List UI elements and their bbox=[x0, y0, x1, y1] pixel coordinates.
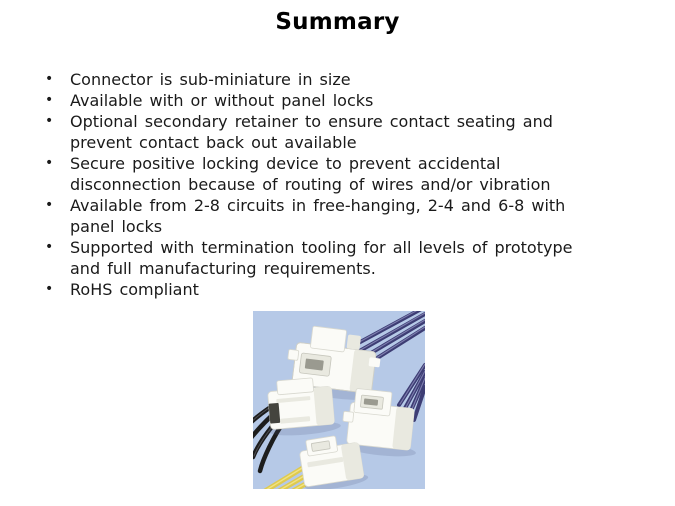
bullet-line: • Available with or without panel locks bbox=[70, 91, 374, 110]
list-item bbox=[44, 279, 644, 300]
bullet-line: • Connector is sub-miniature in size bbox=[70, 70, 351, 89]
bullet-line: • Supported with termination tooling for all levels of prototype bbox=[70, 238, 573, 257]
bullet-line: • Available from 2-8 circuits in free-hanging, 2-4 and 6-8 with bbox=[70, 196, 566, 215]
list-item bbox=[44, 69, 644, 90]
bullet-line: prevent contact back out available bbox=[70, 133, 357, 152]
list-item bbox=[44, 195, 644, 237]
bullet-line: and full manufacturing requirements. bbox=[70, 259, 376, 278]
bullet-line: disconnection because of routing of wires and/or vibration bbox=[70, 175, 551, 194]
bullet-line: • Secure positive locking device to prevent accidental bbox=[70, 154, 501, 173]
list-item bbox=[44, 237, 644, 279]
list-item bbox=[44, 153, 644, 195]
slide-title: Summary bbox=[275, 9, 400, 35]
connector-photo bbox=[253, 311, 425, 489]
bullet-line: • RoHS compliant bbox=[70, 280, 199, 299]
bullet-line: • Optional secondary retainer to ensure contact seating and bbox=[70, 112, 553, 131]
summary-list bbox=[44, 69, 644, 300]
bullet-line: panel locks bbox=[70, 217, 163, 236]
list-item bbox=[44, 111, 644, 153]
list-item bbox=[44, 90, 644, 111]
